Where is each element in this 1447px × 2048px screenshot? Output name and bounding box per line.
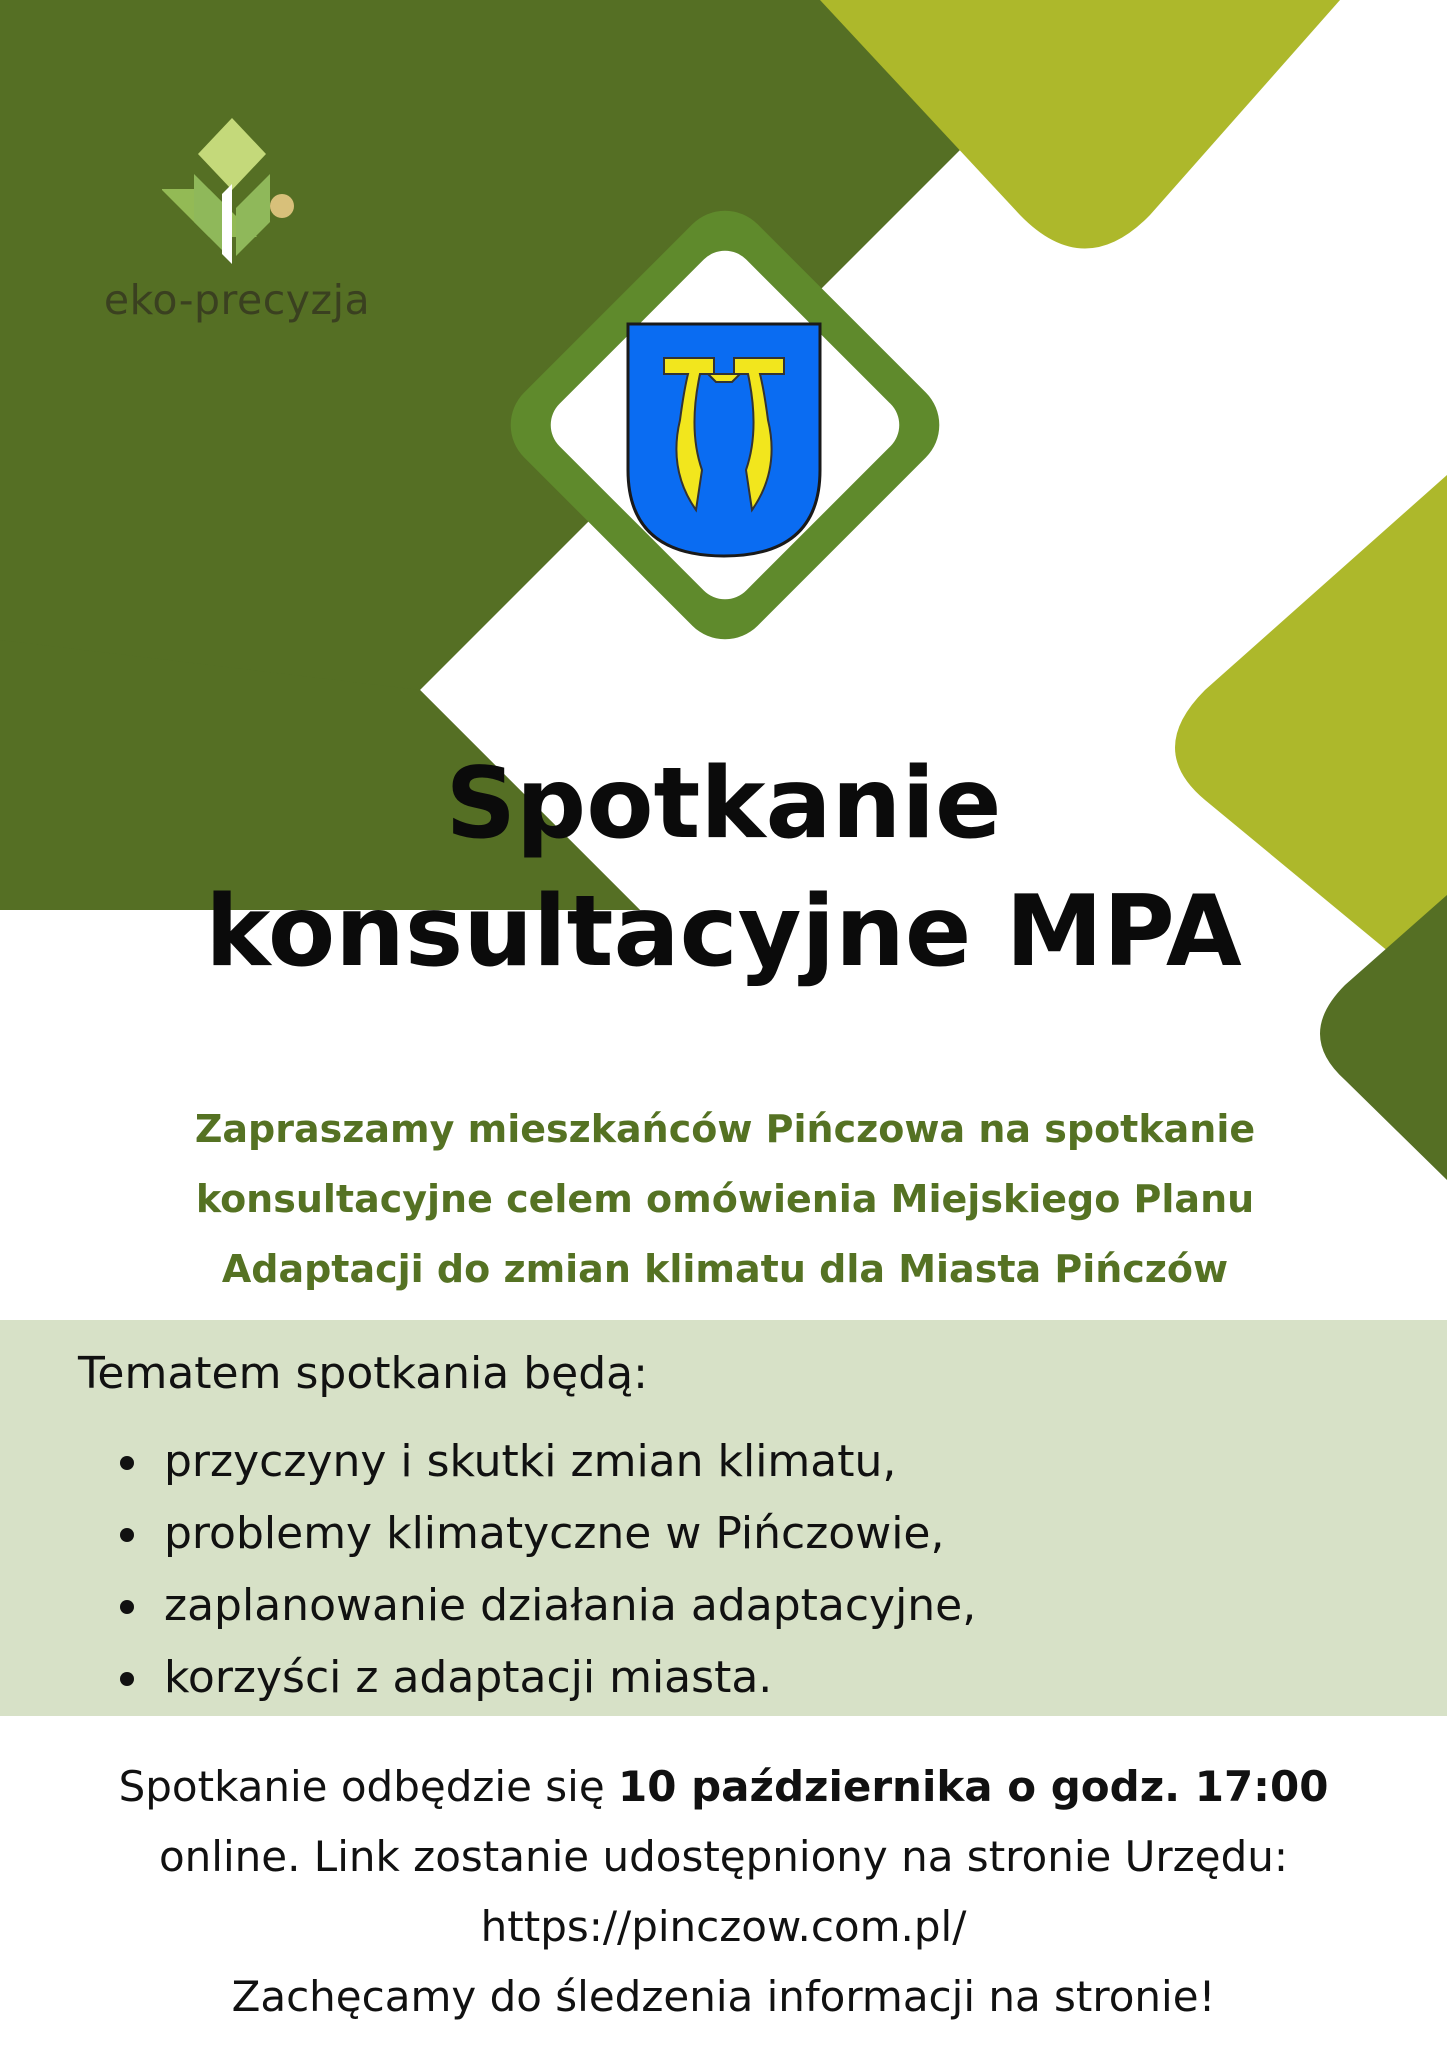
topics-section xyxy=(0,1320,1447,1716)
list-item xyxy=(114,1498,976,1570)
topics-heading: Tematem spotkania będą: xyxy=(78,1348,648,1399)
intro-line-3: Adaptacji do zmian klimatu dla Miasta Pińczów xyxy=(221,1247,1229,1291)
info-date-prefix: Spotkanie odbędzie się xyxy=(118,1762,619,1811)
page-title xyxy=(0,740,1447,996)
bullet-icon xyxy=(120,1600,134,1614)
bullet-icon xyxy=(120,1672,134,1686)
logo xyxy=(92,108,392,328)
intro-line-1: Zapraszamy mieszkańców Pińczowa na spotkanie xyxy=(194,1107,1256,1151)
leaf-logo-icon xyxy=(162,114,302,274)
list-item-text: korzyści z adaptacji miasta. xyxy=(164,1652,773,1703)
list-item xyxy=(114,1570,976,1642)
title-line-2: konsultacyjne MPA xyxy=(205,875,1242,989)
info-date: 10 października o godz. 17:00 xyxy=(618,1762,1329,1811)
title-line-1: Spotkanie xyxy=(445,747,1002,861)
list-item-text: problemy klimatyczne w Pińczowie, xyxy=(164,1508,945,1559)
list-item xyxy=(114,1642,976,1714)
list-item xyxy=(114,1426,976,1498)
intro-text xyxy=(100,1094,1350,1304)
meeting-info xyxy=(0,1752,1447,2032)
logo-text: eko-precyzja xyxy=(103,276,371,324)
topics-list xyxy=(114,1426,976,1714)
bullet-icon xyxy=(120,1456,134,1470)
list-item-text: zaplanowanie działania adaptacyjne, xyxy=(164,1580,977,1631)
info-url[interactable]: https://pinczow.com.pl/ xyxy=(480,1902,967,1951)
bullet-icon xyxy=(120,1528,134,1542)
pinczow-coat-of-arms-icon xyxy=(624,320,824,560)
list-item-text: przyczyny i skutki zmian klimatu, xyxy=(164,1436,897,1487)
info-line-1 xyxy=(0,1752,1447,1822)
info-line-2: online. Link zostanie udostępniony na stronie Urzędu: xyxy=(158,1832,1289,1881)
info-line-4: Zachęcamy do śledzenia informacji na stronie! xyxy=(231,1972,1216,2021)
intro-line-2: konsultacyjne celem omówienia Miejskiego Planu xyxy=(195,1177,1255,1221)
